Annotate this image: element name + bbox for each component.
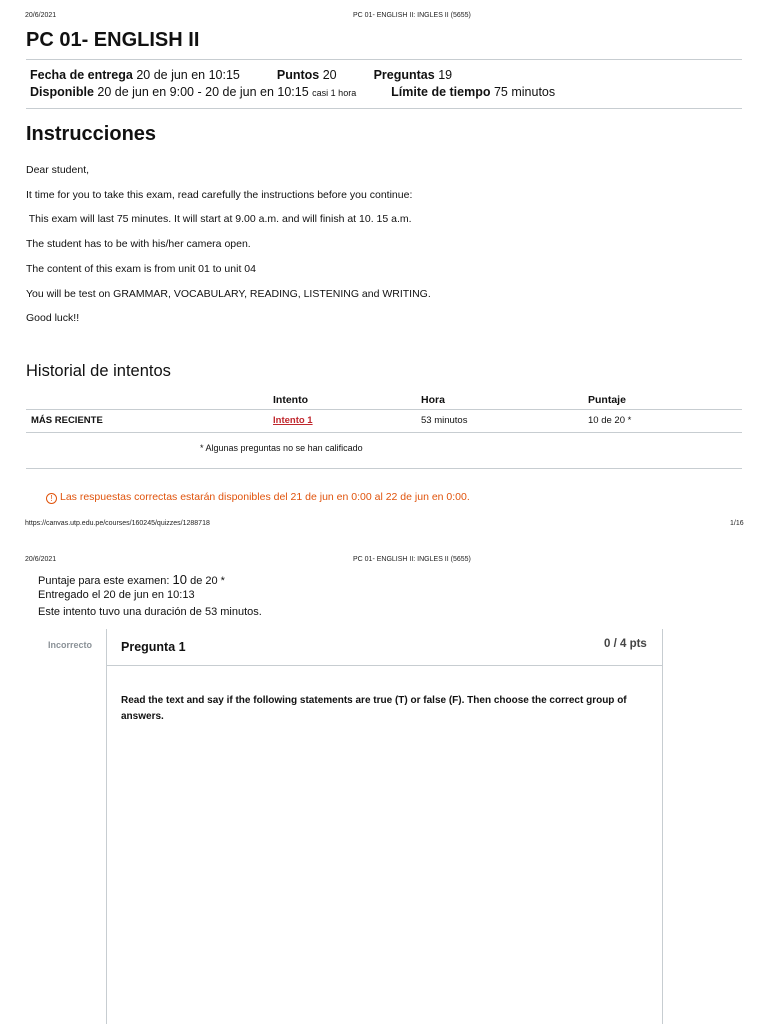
quiz-meta-row-2 xyxy=(30,85,555,99)
page-title: PC 01- ENGLISH II xyxy=(26,29,200,51)
divider xyxy=(26,59,742,60)
table-header-score: Puntaje xyxy=(588,394,626,406)
print-title: PC 01- ENGLISH II: INGLES II (5655) xyxy=(353,12,471,19)
submitted-line: Entregado el 20 de jun en 10:13 xyxy=(38,589,195,601)
question-points: 0 / 4 pts xyxy=(604,638,647,650)
table-row-divider xyxy=(26,432,742,433)
score-total: de 20 * xyxy=(190,575,225,587)
instruction-line: You will be test on GRAMMAR, VOCABULARY, READING, LISTENING and WRITING. xyxy=(26,288,431,300)
print-date: 20/6/2021 xyxy=(25,556,57,563)
instruction-line: Good luck!! xyxy=(26,312,80,324)
table-header-attempt: Intento xyxy=(273,394,308,406)
instruction-line: The content of this exam is from unit 01 to unit 04 xyxy=(26,263,256,275)
available-value: 20 de jun en 9:00 - 20 de jun en 10:15 xyxy=(97,85,309,99)
page-number: 1/16 xyxy=(730,520,744,527)
table-cell-latest: MÁS RECIENTE xyxy=(31,415,103,426)
answers-availability-warning xyxy=(46,491,470,504)
points-label: Puntos xyxy=(276,68,320,82)
footer-url: https://canvas.utp.edu.pe/courses/160245/quizzes/1288718 xyxy=(25,520,210,527)
score-line xyxy=(38,572,225,587)
available-note: casi 1 hora xyxy=(312,88,357,98)
question-header-divider xyxy=(107,665,662,666)
instruction-line: This exam will last 75 minutes. It will start at 9.00 a.m. and will finish at 10. 15 a.m. xyxy=(26,213,412,225)
instruction-line: The student has to be with his/her camera open. xyxy=(26,238,251,250)
print-title: PC 01- ENGLISH II: INGLES II (5655) xyxy=(353,556,471,563)
table-cell-score: 10 de 20 * xyxy=(588,415,632,426)
instruction-line: It time for you to take this exam, read carefully the instructions before you continue: xyxy=(26,189,413,201)
question-title: Pregunta 1 xyxy=(121,640,186,654)
table-header-divider xyxy=(26,409,742,410)
question-status-incorrect: Incorrecto xyxy=(48,640,93,650)
score-value: 10 xyxy=(172,572,188,587)
points-value: 20 xyxy=(322,68,337,82)
score-label: Puntaje para este examen: xyxy=(38,575,170,587)
table-header-time: Hora xyxy=(421,394,445,406)
instructions-heading: Instrucciones xyxy=(26,123,157,145)
questions-label: Preguntas xyxy=(373,68,435,82)
table-footnote: * Algunas preguntas no se han calificado xyxy=(200,443,363,453)
divider xyxy=(26,468,742,469)
time-limit-label: Límite de tiempo xyxy=(391,85,491,99)
attempt-1-link[interactable]: Intento 1 xyxy=(273,415,313,426)
question-card xyxy=(106,629,663,1024)
duration-line: Este intento tuvo una duración de 53 minutos. xyxy=(38,606,262,618)
questions-value: 19 xyxy=(438,68,453,82)
print-date: 20/6/2021 xyxy=(25,12,57,19)
history-heading: Historial de intentos xyxy=(26,362,171,380)
warning-circle-icon: ! xyxy=(46,493,57,504)
question-prompt: Read the text and say if the following statements are true (T) or false (F). Then choose the correct group of answers. xyxy=(121,695,627,722)
instruction-line: Dear student, xyxy=(26,164,90,176)
table-cell-time: 53 minutos xyxy=(421,415,468,426)
due-value: 20 de jun en 10:15 xyxy=(136,68,240,82)
warning-text: Las respuestas correctas estarán disponibles del 21 de jun en 0:00 al 22 de jun en 0:00. xyxy=(60,491,470,503)
time-limit-value: 75 minutos xyxy=(493,85,556,99)
quiz-meta-row-1 xyxy=(30,68,452,82)
divider xyxy=(26,108,742,109)
available-label: Disponible xyxy=(30,85,94,99)
due-label: Fecha de entrega xyxy=(30,68,133,82)
